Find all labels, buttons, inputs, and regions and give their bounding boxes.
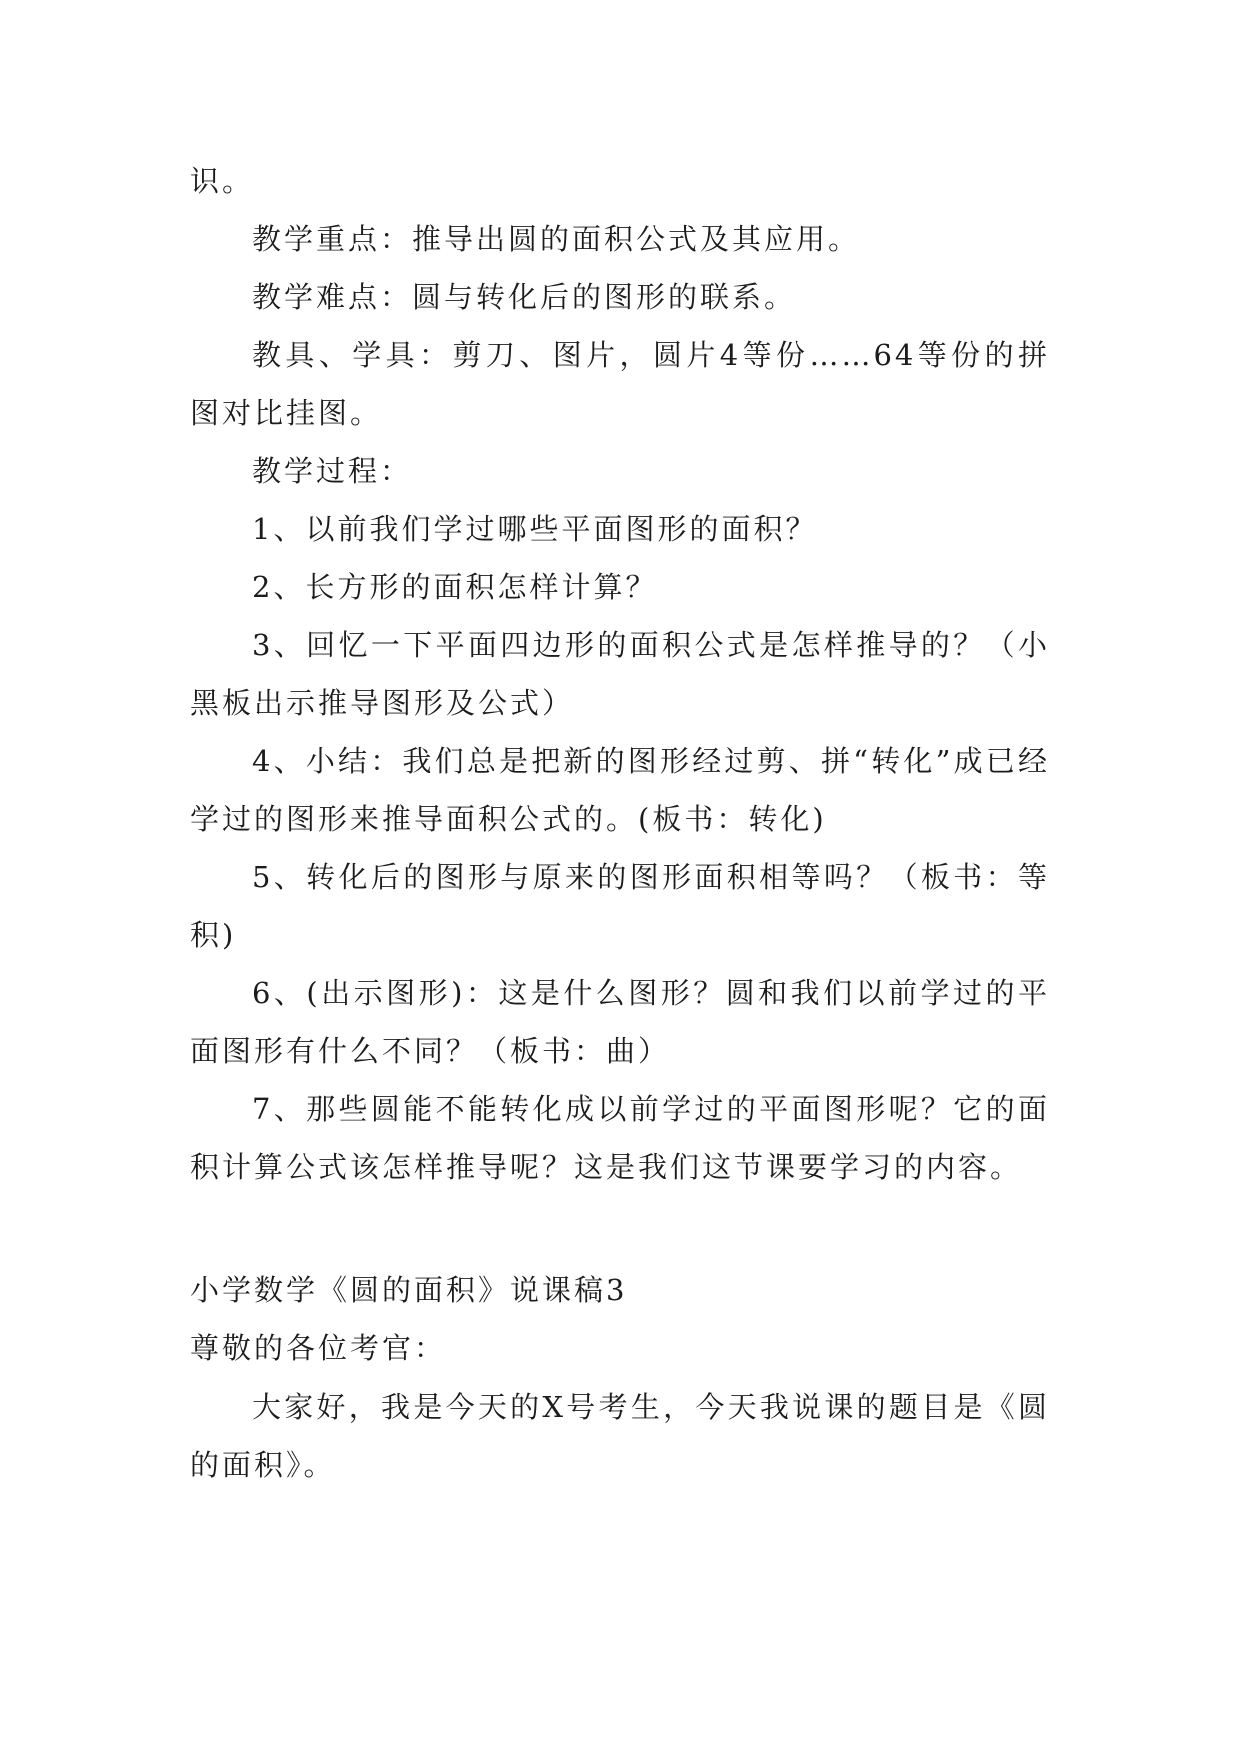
list-item: 7、那些圆能不能转化成以前学过的平面图形呢？它的面积计算公式该怎样推导呢？这是我们这节课要学习的内容。: [190, 1092, 1050, 1184]
paragraph-teaching-aids: 教具、学具：剪刀、图片，圆片4等份……64等份的拼图对比挂图。: [190, 338, 1050, 430]
section-title: 小学数学《圆的面积》说课稿3: [190, 1273, 628, 1307]
list-item: 5、转化后的图形与原来的图形面积相等吗？（板书：等积): [190, 860, 1050, 952]
list-item: 1、以前我们学过哪些平面图形的面积？: [252, 512, 818, 546]
paragraph-teaching-process: 教学过程：: [252, 454, 413, 488]
paragraph-spacer: [190, 1196, 1050, 1254]
document-body: [190, 152, 1050, 1494]
paragraph-teaching-focus: 教学重点：推导出圆的面积公式及其应用。: [252, 222, 861, 256]
list-item: 4、小结：我们总是把新的图形经过剪、拼“转化”成已经学过的图形来推导面积公式的。(板书：转化): [190, 744, 1050, 836]
paragraph-teaching-difficulty: 教学难点：圆与转化后的图形的联系。: [252, 280, 797, 314]
paragraph-intro: 大家好，我是今天的X号考生，今天我说课的题目是《圆的面积》。: [190, 1390, 1050, 1482]
paragraph-continuation: 识。: [190, 164, 255, 198]
list-item: 2、长方形的面积怎样计算？: [252, 570, 658, 604]
list-item: 3、回忆一下平面四边形的面积公式是怎样推导的？（小黑板出示推导图形及公式）: [190, 628, 1050, 720]
list-item: 6、(出示图形)：这是什么图形？圆和我们以前学过的平面图形有什么不同？（板书：曲）: [190, 976, 1050, 1068]
salutation: 尊敬的各位考官：: [190, 1331, 447, 1365]
